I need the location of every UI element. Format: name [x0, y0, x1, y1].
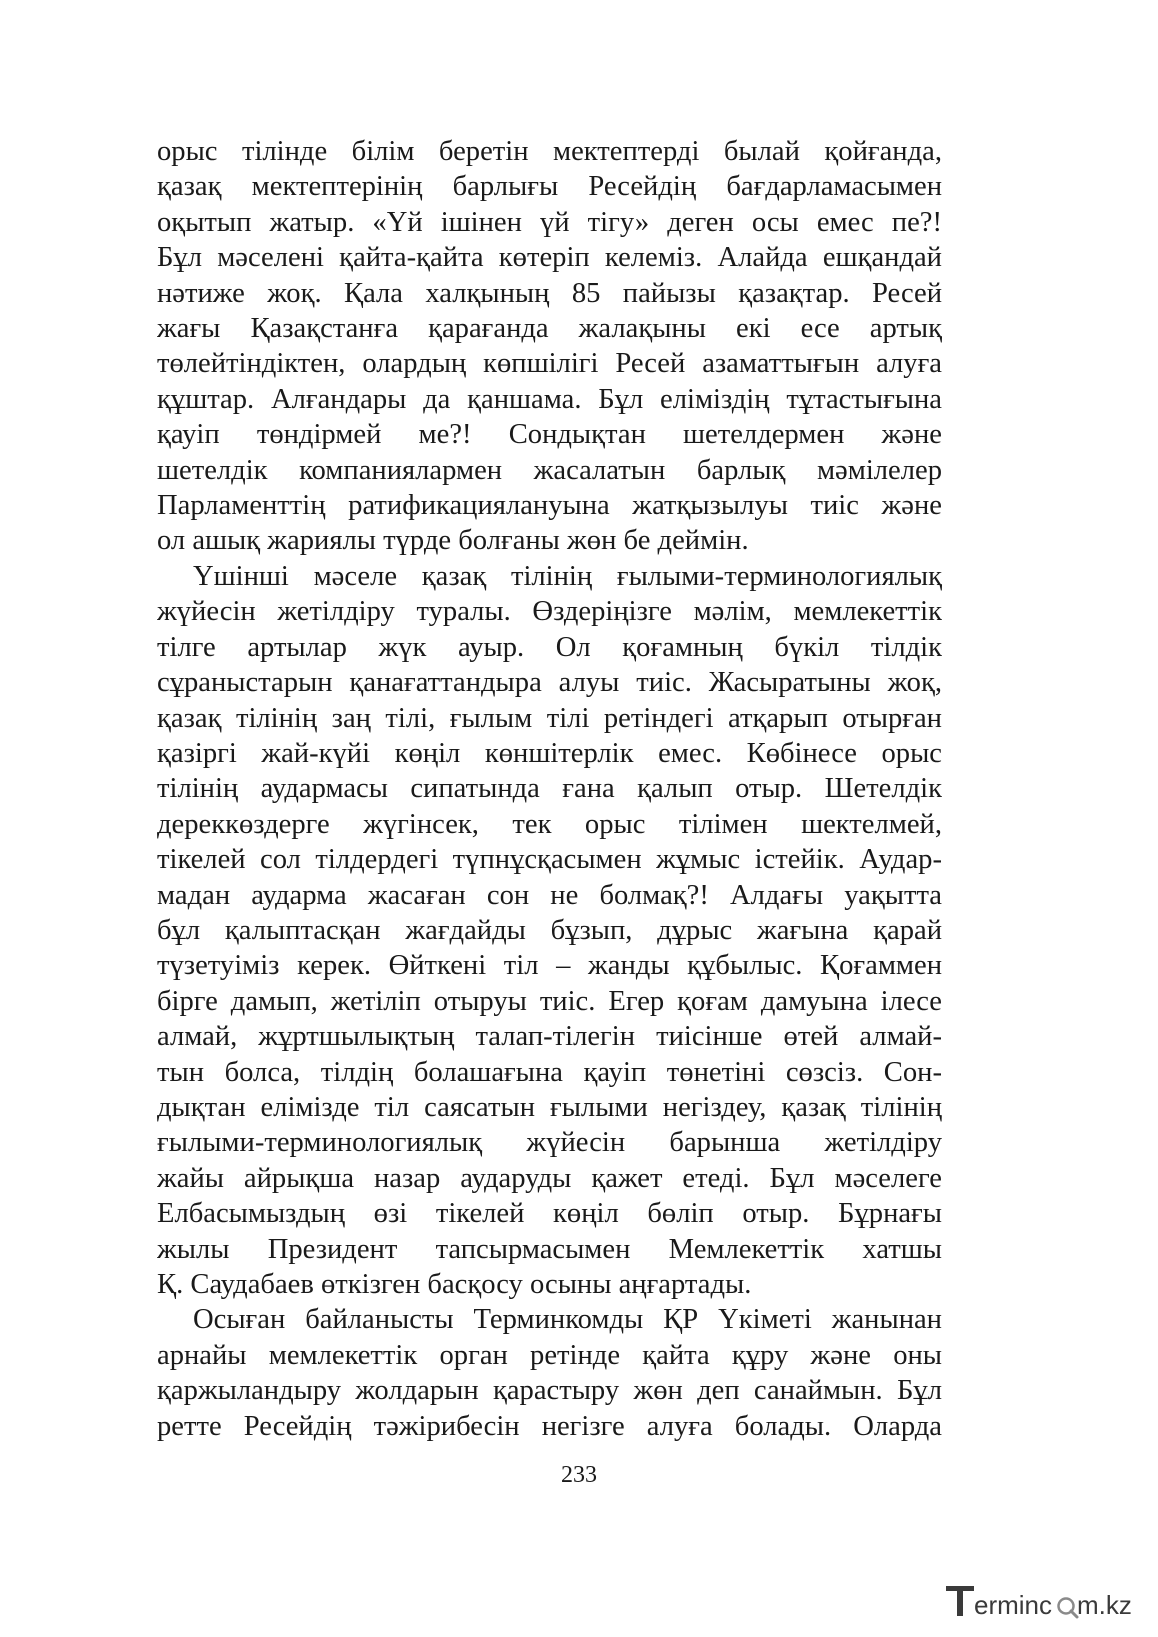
text-line: ғылыми-терминологиялық жүйесін барынша жетілдіру: [157, 1127, 942, 1159]
paragraph: [157, 134, 942, 559]
text-line: Бұл мәселені қайта-қайта көтеріп келеміз. Алайда ешқандай: [157, 242, 942, 274]
text-line: тын болса, тілдің болашағына қауіп төнетіні сөзсіз. Сон-: [157, 1056, 942, 1088]
text-line: қауіп төндірмей ме?! Сондықтан шетелдермен және: [157, 419, 942, 451]
text-line: құштар. Алғандары да қаншама. Бұл еліміздің тұтастығына: [157, 383, 942, 415]
text-line: Елбасымыздың өзі тікелей көңіл бөліп отыр. Бұрнағы: [157, 1198, 942, 1230]
text-line: қаржыландыру жолдарын қарастыру жөн деп санаймын. Бұл: [157, 1375, 942, 1407]
text-line: ол ашық жариялы түрде болғаны жөн бе деймін.: [157, 525, 749, 557]
text-line: арнайы мемлекеттік орган ретінде қайта құру және оны: [157, 1339, 942, 1371]
text-line: түзетуіміз керек. Өйткені тіл – жанды құбылыс. Қоғаммен: [157, 950, 942, 982]
logo-text-part1: erminc: [974, 1590, 1053, 1620]
text-line: сұраныстарын қанағаттандыра алуы тиіс. Жасыратыны жоқ,: [157, 667, 942, 699]
text-line: жайы айрықша назар аударуды қажет етеді. Бұл мәселеге: [157, 1162, 942, 1194]
text-line: Қ. Саудабаев өткізген басқосу осыны аңғартады.: [157, 1269, 752, 1300]
text-line: жүйесін жетілдіру туралы. Өздеріңізге мәлім, мемлекеттік: [157, 596, 942, 628]
paragraph: [157, 1302, 942, 1444]
text-line: Үшінші мәселе қазақ тілінің ғылыми-терминологиялық: [193, 560, 942, 592]
logo-text-part2: m.kz: [1077, 1590, 1132, 1620]
paragraph: [157, 559, 942, 1303]
text-line: мадан аударма жасаған сон не болмақ?! Алдағы уақытта: [157, 879, 942, 911]
page-number: 233: [561, 1462, 597, 1488]
text-line: шетелдік компаниялармен жасалатын барлық мәмілелер: [157, 454, 942, 486]
body-text: [157, 134, 942, 1444]
text-line: бірге дамып, жетіліп отыруы тиіс. Егер қоғам дамуына ілесе: [157, 985, 942, 1017]
text-line: дықтан елімізде тіл саясатын ғылыми негіздеу, қазақ тілінің: [157, 1091, 942, 1123]
text-line: тікелей сол тілдердегі түпнұсқасымен жұмыс істейік. Аудар-: [157, 844, 942, 876]
text-line: Парламенттің ратификациялануына жатқызылуы тиіс және: [157, 490, 942, 522]
text-line: тілге артылар жүк ауыр. Ол қоғамның бүкіл тілдік: [157, 631, 942, 663]
text-line: алмай, жұртшылықтың талап-тілегін тиісінше өтей алмай-: [157, 1021, 942, 1053]
text-line: оқытып жатыр. «Үй ішінен үй тігу» деген осы емес пе?!: [157, 206, 942, 238]
text-line: жағы Қазақстанға қарағанда жалақыны екі есе артық: [157, 313, 942, 345]
text-line: Осыған байланысты Терминкомды ҚР Үкіметі жанынан: [193, 1304, 942, 1336]
text-line: жылы Президент тапсырмасымен Мемлекеттік хатшы: [157, 1233, 942, 1265]
text-line: дереккөздерге жүгінсек, тек орыс тілімен шектелмей,: [157, 808, 942, 840]
text-line: тілінің аудармасы сипатында ғана қалып отыр. Шетелдік: [157, 773, 942, 805]
termincom-logo: [940, 1576, 1140, 1626]
text-line: қазіргі жай-күйі көңіл көншітерлік емес. Көбінесе орыс: [157, 737, 942, 769]
text-line: ретте Ресейдің тәжірибесін негізге алуға болады. Оларда: [157, 1410, 942, 1442]
logo-t-mark: [946, 1586, 974, 1616]
text-line: төлейтіндіктен, олардың көпшілігі Ресей азаматтығын алуға: [157, 348, 942, 380]
text-line: қазақ тілінің заң тілі, ғылым тілі ретіндегі атқарып отырған: [157, 702, 942, 734]
text-line: нәтиже жоқ. Қала халқының 85 пайызы қазақтар. Ресей: [157, 277, 942, 309]
text-line: бұл қалыптасқан жағдайды бұзып, дұрыс жағына қарай: [157, 914, 942, 946]
text-line: қазақ мектептерінің барлығы Ресейдің бағдарламасымен: [157, 171, 942, 203]
text-line: орыс тілінде білім беретін мектептерді былай қойғанда,: [157, 136, 942, 167]
